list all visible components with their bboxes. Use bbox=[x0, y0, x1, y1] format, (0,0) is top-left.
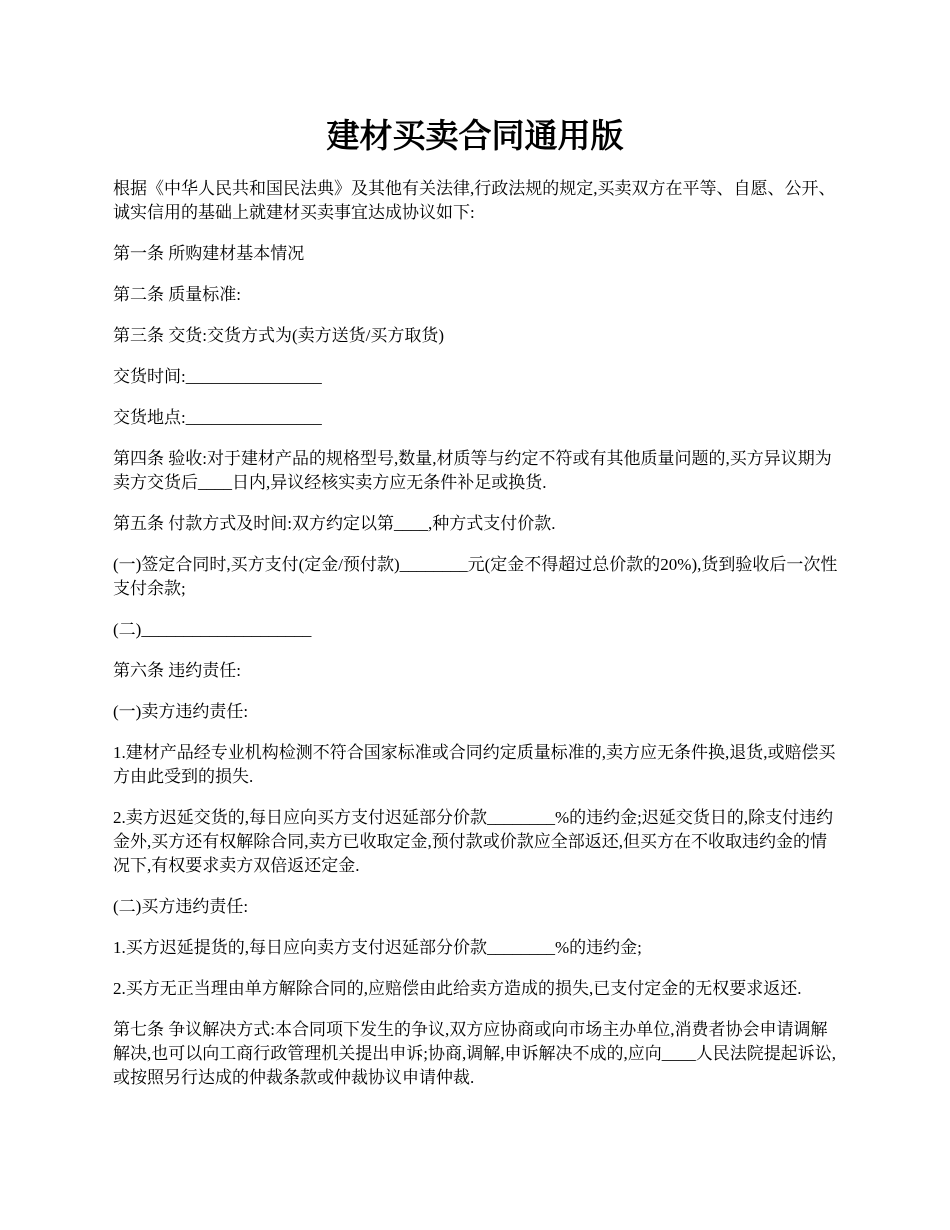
seller-liability-item-2: 2.卖方迟延交货的,每日应向买方支付迟延部分价款________%的违约金;迟延交货日的,除支付违约金外,买方还有权解除合同,卖方已收取定金,预付款或价款应全部返还,但买方在不收取违约金的情况下,有权要求卖方双倍返还定金. bbox=[113, 808, 834, 875]
article-5-paragraph: 第五条 付款方式及时间:双方约定以第____,种方式支付价款. bbox=[113, 514, 556, 533]
article-1-heading: 第一条 所购建材基本情况 bbox=[113, 244, 305, 263]
buyer-liability-item-2: 2.买方无正当理由单方解除合同的,应赔偿由此给卖方造成的损失,已支付定金的无权要求返还. bbox=[113, 979, 802, 998]
payment-method-2-paragraph: (二)____________________ bbox=[113, 620, 312, 639]
delivery-place-field: 交货地点:________________ bbox=[113, 408, 322, 427]
article-3-heading: 第三条 交货:交货方式为(卖方送货/买方取货) bbox=[113, 326, 445, 345]
payment-method-1-paragraph: (一)签定合同时,买方支付(定金/预付款)________元(定金不得超过总价款的20%),货到验收后一次性支付余款; bbox=[113, 555, 838, 598]
buyer-liability-item-1: 1.买方迟延提货的,每日应向卖方支付迟延部分价款________%的违约金; bbox=[113, 938, 642, 957]
buyer-liability-heading: (二)买方违约责任: bbox=[113, 897, 249, 916]
seller-liability-heading: (一)卖方违约责任: bbox=[113, 702, 249, 721]
document-title: 建材买卖合同通用版 bbox=[326, 116, 624, 155]
article-6-heading: 第六条 违约责任: bbox=[113, 661, 241, 680]
article-2-heading: 第二条 质量标准: bbox=[113, 285, 241, 304]
preamble-paragraph: 根据《中华人民共和国民法典》及其他有关法律,行政法规的规定,买卖双方在平等、自愿、公开、诚实信用的基础上就建材买卖事宜达成协议如下: bbox=[113, 179, 836, 222]
article-7-paragraph: 第七条 争议解决方式:本合同项下发生的争议,双方应协商或向市场主办单位,消费者协会申请调解解决,也可以向工商行政管理机关提出申诉;协商,调解,申诉解决不成的,应向____人民法院提起诉讼,或按照另行达成的仲裁条款或仲裁协议申请仲裁. bbox=[113, 1020, 836, 1087]
seller-liability-item-1: 1.建材产品经专业机构检测不符合国家标准或合同约定质量标准的,卖方应无条件换,退货,或赔偿买方由此受到的损失. bbox=[113, 743, 836, 786]
delivery-time-field: 交货时间:________________ bbox=[113, 367, 322, 386]
article-4-paragraph: 第四条 验收:对于建材产品的规格型号,数量,材质等与约定不符或有其他质量问题的,买方异议期为卖方交货后____日内,异议经核实卖方应无条件补足或换货. bbox=[113, 449, 832, 492]
document-body bbox=[113, 177, 841, 1107]
